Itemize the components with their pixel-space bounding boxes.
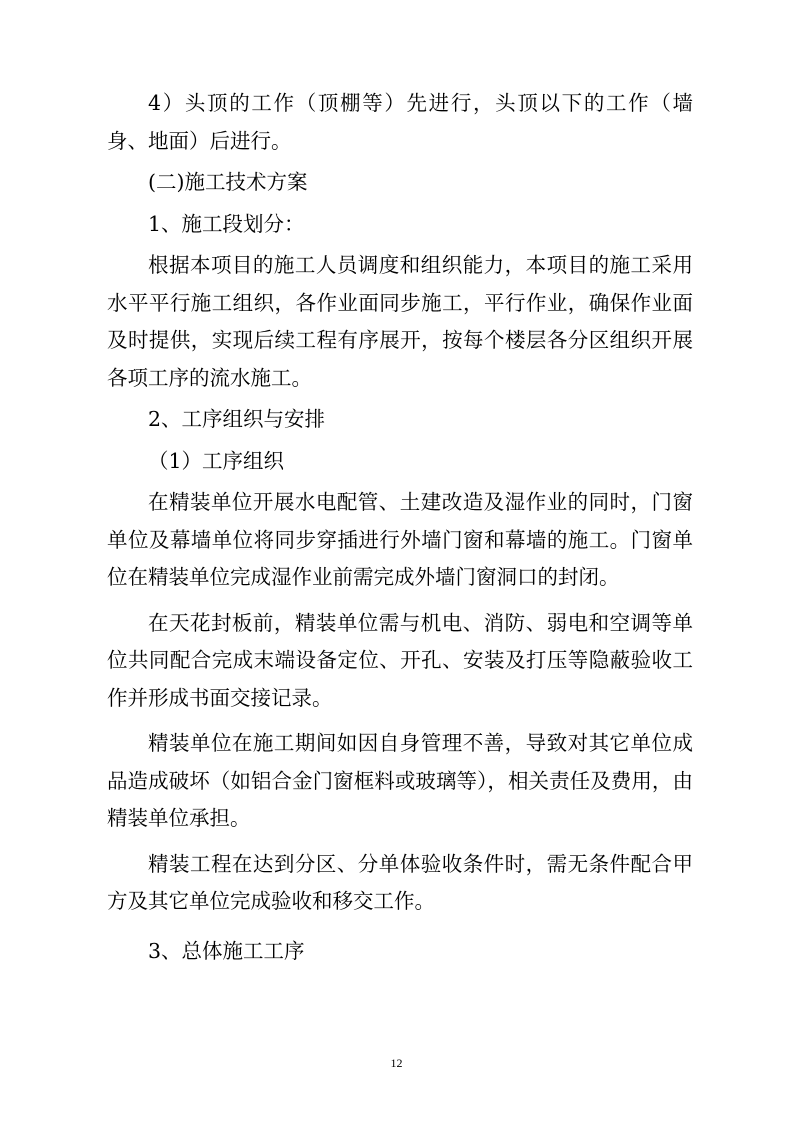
paragraph-section-division: 根据本项目的施工人员调度和组织能力，本项目的施工采用水平平行施工组织，各作业面同步施工，平行作业，确保作业面及时提供，实现后续工程有序展开，按每个楼层各分区组织开展各项工序的流水施工。 bbox=[107, 253, 693, 390]
subheading-process-organization: 2、工序组织与安排 bbox=[148, 407, 326, 431]
section-heading-construction-plan: (二)施工技术方案 bbox=[148, 170, 308, 194]
paragraph-ceiling-coordination: 在天花封板前，精装单位需与机电、消防、弱电和空调等单位共同配合完成末端设备定位、开孔、安装及打压等隐蔽验收工作并形成书面交接记录。 bbox=[107, 610, 693, 710]
subheading-overall-process: 3、总体施工工序 bbox=[148, 938, 305, 963]
paragraph-acceptance: 精装工程在达到分区、分单体验收条件时，需无条件配合甲方及其它单位完成验收和移交工作。 bbox=[107, 851, 693, 913]
subheading-section-division: 1、施工段划分： bbox=[148, 211, 305, 236]
paragraph-doors-windows: 在精装单位开展水电配管、土建改造及湿作业的同时，门窗单位及幕墙单位将同步穿插进行外墙门窗和幕墙的施工。门窗单位在精装单位完成湿作业前需完成外墙门窗洞口的封闭。 bbox=[107, 490, 693, 589]
paragraph-work-order-note: 4）头顶的工作（顶棚等）先进行，头顶以下的工作（墙身、地面）后进行。 bbox=[107, 91, 693, 153]
paragraph-responsibility: 精装单位在施工期间如因自身管理不善，导致对其它单位成品造成破坏（如铝合金门窗框料或玻璃等），相关责任及费用，由精装单位承担。 bbox=[107, 731, 693, 830]
document-body bbox=[107, 85, 693, 970]
subheading-process-organization-1: （1）工序组织 bbox=[148, 448, 285, 473]
page-number: 12 bbox=[390, 1056, 403, 1070]
